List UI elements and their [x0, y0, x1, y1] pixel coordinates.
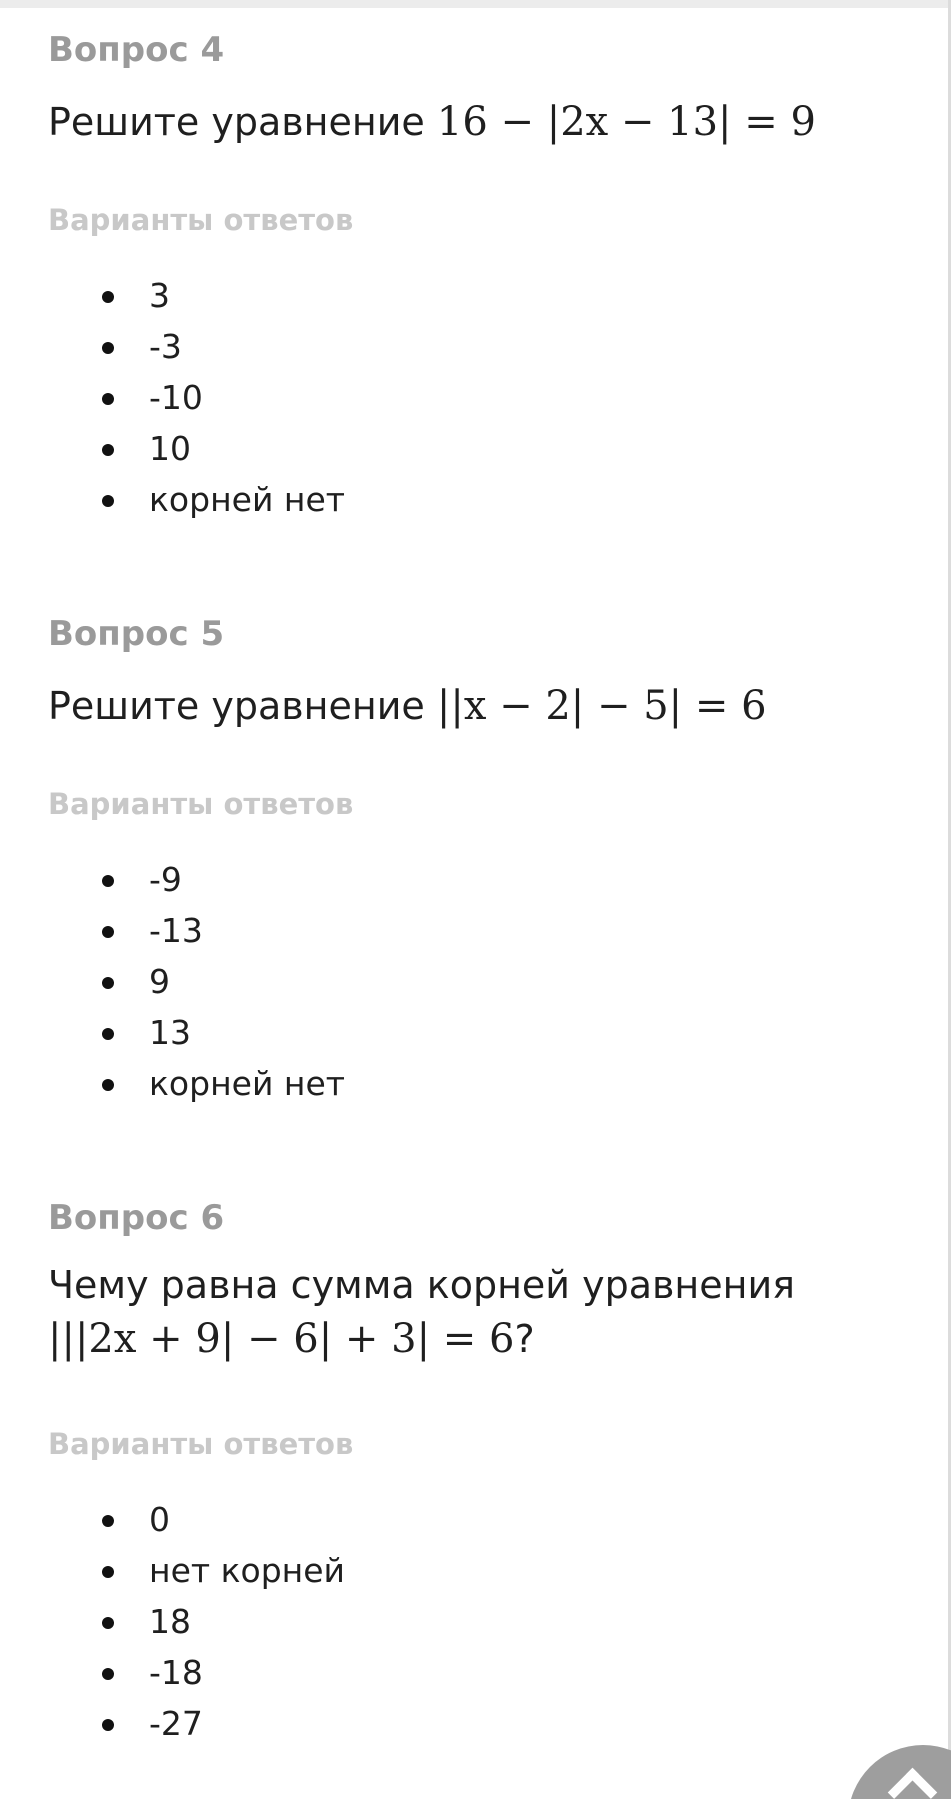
bullet-icon [102, 495, 114, 507]
bullet-icon [102, 1719, 114, 1731]
bullet-icon [102, 1028, 114, 1040]
answer-text: 13 [149, 1013, 191, 1052]
list-item [48, 321, 353, 372]
bullet-icon [102, 444, 114, 456]
answer-text: -3 [149, 327, 182, 366]
question-equation: |||2x + 9| − 6| + 3| = 6 [48, 1316, 515, 1362]
answer-text: 18 [149, 1602, 191, 1641]
list-item [48, 1596, 353, 1647]
answer-text: корней нет [149, 480, 345, 519]
answers-list [48, 1494, 353, 1749]
question-equation: 16 − |2x − 13| = 9 [436, 99, 816, 145]
question-equation: ||x − 2| − 5| = 6 [436, 683, 767, 729]
bullet-icon [102, 977, 114, 989]
bullet-icon [102, 342, 114, 354]
question-5 [48, 614, 908, 1103]
answers-list [48, 854, 353, 1109]
list-item [48, 854, 353, 905]
list-item [48, 270, 353, 321]
question-heading: Вопрос 6 [48, 1198, 225, 1238]
answer-text: -13 [149, 911, 203, 950]
list-item [48, 423, 353, 474]
scroll-to-top-button[interactable] [848, 1745, 951, 1799]
question-text [48, 678, 908, 734]
answer-text: -27 [149, 1704, 203, 1743]
answer-text: нет корней [149, 1551, 345, 1590]
answer-text: -9 [149, 860, 182, 899]
answer-text: корней нет [149, 1064, 345, 1103]
list-item [48, 956, 353, 1007]
list-item [48, 474, 353, 525]
answers-label: Варианты ответов [48, 1427, 354, 1461]
list-item [48, 1647, 353, 1698]
bullet-icon [102, 1515, 114, 1527]
answers-label: Варианты ответов [48, 203, 354, 237]
answer-text: -10 [149, 378, 203, 417]
answers-label: Варианты ответов [48, 787, 354, 821]
list-item [48, 1545, 353, 1596]
question-text [48, 94, 908, 150]
bullet-icon [102, 1668, 114, 1680]
bullet-icon [102, 1079, 114, 1091]
list-item [48, 1698, 353, 1749]
list-item [48, 1007, 353, 1058]
question-prompt: Чему равна сумма корней уравнения [48, 1263, 795, 1307]
answer-text: 10 [149, 429, 191, 468]
answer-text: 3 [149, 276, 170, 315]
question-text [48, 1258, 908, 1366]
question-heading: Вопрос 5 [48, 614, 225, 654]
answer-text: -18 [149, 1653, 203, 1692]
question-6 [48, 1198, 908, 1743]
top-divider [0, 0, 951, 8]
question-prompt: Решите уравнение [48, 684, 437, 728]
chevron-up-icon [888, 1768, 937, 1799]
list-item [48, 1058, 353, 1109]
question-suffix: ? [514, 1317, 535, 1361]
answers-list [48, 270, 353, 525]
answer-text: 0 [149, 1500, 170, 1539]
answer-text: 9 [149, 962, 170, 1001]
list-item [48, 372, 353, 423]
bullet-icon [102, 1566, 114, 1578]
list-item [48, 905, 353, 956]
bullet-icon [102, 1617, 114, 1629]
question-prompt: Решите уравнение [48, 100, 437, 144]
bullet-icon [102, 393, 114, 405]
bullet-icon [102, 875, 114, 887]
bullet-icon [102, 926, 114, 938]
question-4 [48, 30, 908, 519]
bullet-icon [102, 291, 114, 303]
question-heading: Вопрос 4 [48, 30, 225, 70]
list-item [48, 1494, 353, 1545]
